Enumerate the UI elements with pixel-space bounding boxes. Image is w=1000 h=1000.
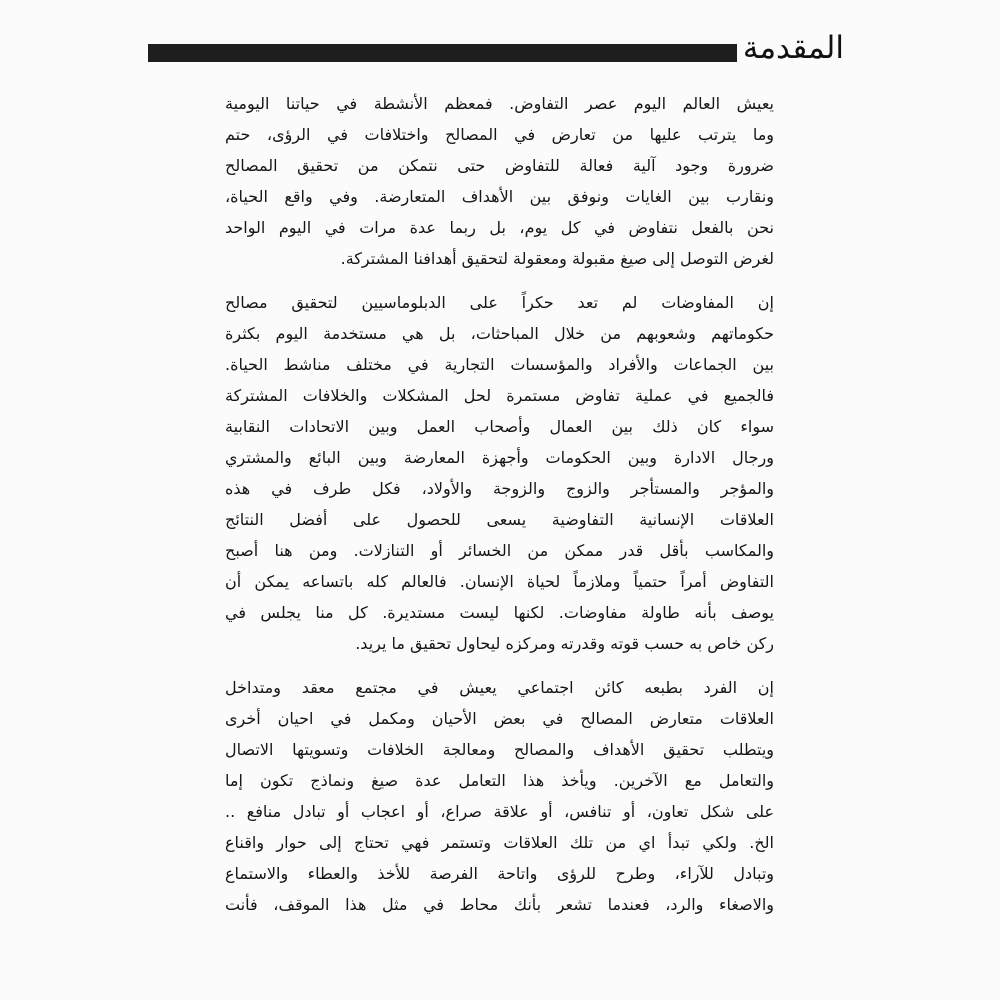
- text-line: ورجال الادارة وبين الحكومات وأجهزة المعارضة وبين البائع والمشتري: [225, 448, 774, 467]
- text-line: ضرورة وجود آلية فعالة للتفاوض حتى نتمكن من تحقيق المصالح: [225, 156, 774, 175]
- text-line: إن المفاوضات لم تعد حكراً على الدبلوماسيين لتحقيق مصالح: [225, 293, 774, 312]
- text-line: والاصغاء والرد، فعندما تشعر بأنك محاط في مثل هذا الموقف، فأنت: [225, 895, 774, 914]
- text-line: بين الجماعات والأفراد والمؤسسات التجارية في مختلف مناشط الحياة.: [225, 355, 774, 374]
- text-line: وما يترتب عليها من تعارض في المصالح واختلافات في الرؤى، حتم: [225, 125, 774, 144]
- text-line: لغرض التوصل إلى صيغ مقبولة ومعقولة لتحقيق أهدافنا المشتركة.: [340, 249, 774, 268]
- paragraph-2: [225, 287, 774, 659]
- text-line: العلاقات الإنسانية التفاوضية يسعى للحصول على أفضل النتائج: [225, 510, 774, 529]
- text-line: ركن خاص به حسب قوته وقدرته ومركزه ليحاول تحقيق ما يريد.: [355, 634, 774, 653]
- text-line: سواء كان ذلك بين العمال وأصحاب العمل وبين الاتحادات النقابية: [225, 417, 774, 436]
- text-line: والتعامل مع الآخرين. ويأخذ هذا التعامل عدة صيغ ونماذج تكون إما: [225, 771, 774, 790]
- text-line: التفاوض أمراً حتمياً وملازماً لحياة الإنسان. فالعالم كله باتساعه يمكن أن: [225, 572, 774, 591]
- text-line: ويتطلب تحقيق الأهداف والمصالح ومعالجة الخلافات وتسويتها الاتصال: [225, 740, 774, 759]
- text-line: على شكل تعاون، أو تنافس، أو علاقة صراع، أو اعجاب أو تبادل منافع ..: [225, 802, 774, 821]
- text-line: والمكاسب بأقل قدر ممكن من الخسائر أو التنازلات. ومن هنا أصبح: [225, 541, 774, 560]
- text-line: حكوماتهم وشعوبهم من خلال المباحثات، بل هي مستخدمة اليوم بكثرة: [225, 324, 774, 343]
- text-line: يعيش العالم اليوم عصر التفاوض. فمعظم الأنشطة في حياتنا اليومية: [225, 94, 774, 113]
- text-line: يوصف بأنه طاولة مفاوضات. لكنها ليست مستديرة. كل منا يجلس في: [225, 603, 774, 622]
- text-line: والمؤجر والمستأجر والزوج والزوجة والأولاد، فكل طرف في هذه: [225, 479, 774, 498]
- text-line: العلاقات متعارض المصالح في بعض الأحيان ومكمل في احيان أخرى: [225, 709, 774, 728]
- text-line: وتبادل للآراء، وطرح للرؤى واتاحة الفرصة للأخذ والعطاء والاستماع: [225, 864, 774, 883]
- paragraph-1: [225, 88, 774, 274]
- chapter-title: المقدمة: [737, 28, 850, 68]
- text-line: ونقارب بين الغايات ونوفق بين الأهداف المتعارضة. وفي واقع الحياة،: [225, 187, 774, 206]
- text-line: إن الفرد بطبعه كائن اجتماعي يعيش في مجتمع معقد ومتداخل: [225, 678, 774, 697]
- text-line: الخ. ولكي تبدأ اي من تلك العلاقات وتستمر فهي تحتاج إلى حوار واقناع: [225, 833, 774, 852]
- body-text: [225, 88, 774, 920]
- paragraph-3: [225, 672, 774, 920]
- text-line: فالجميع في عملية تفاوض مستمرة لحل المشكلات والخلافات المشتركة: [225, 386, 774, 405]
- text-line: نحن بالفعل نتفاوض في كل يوم، بل ربما عدة مرات في اليوم الواحد: [225, 218, 774, 237]
